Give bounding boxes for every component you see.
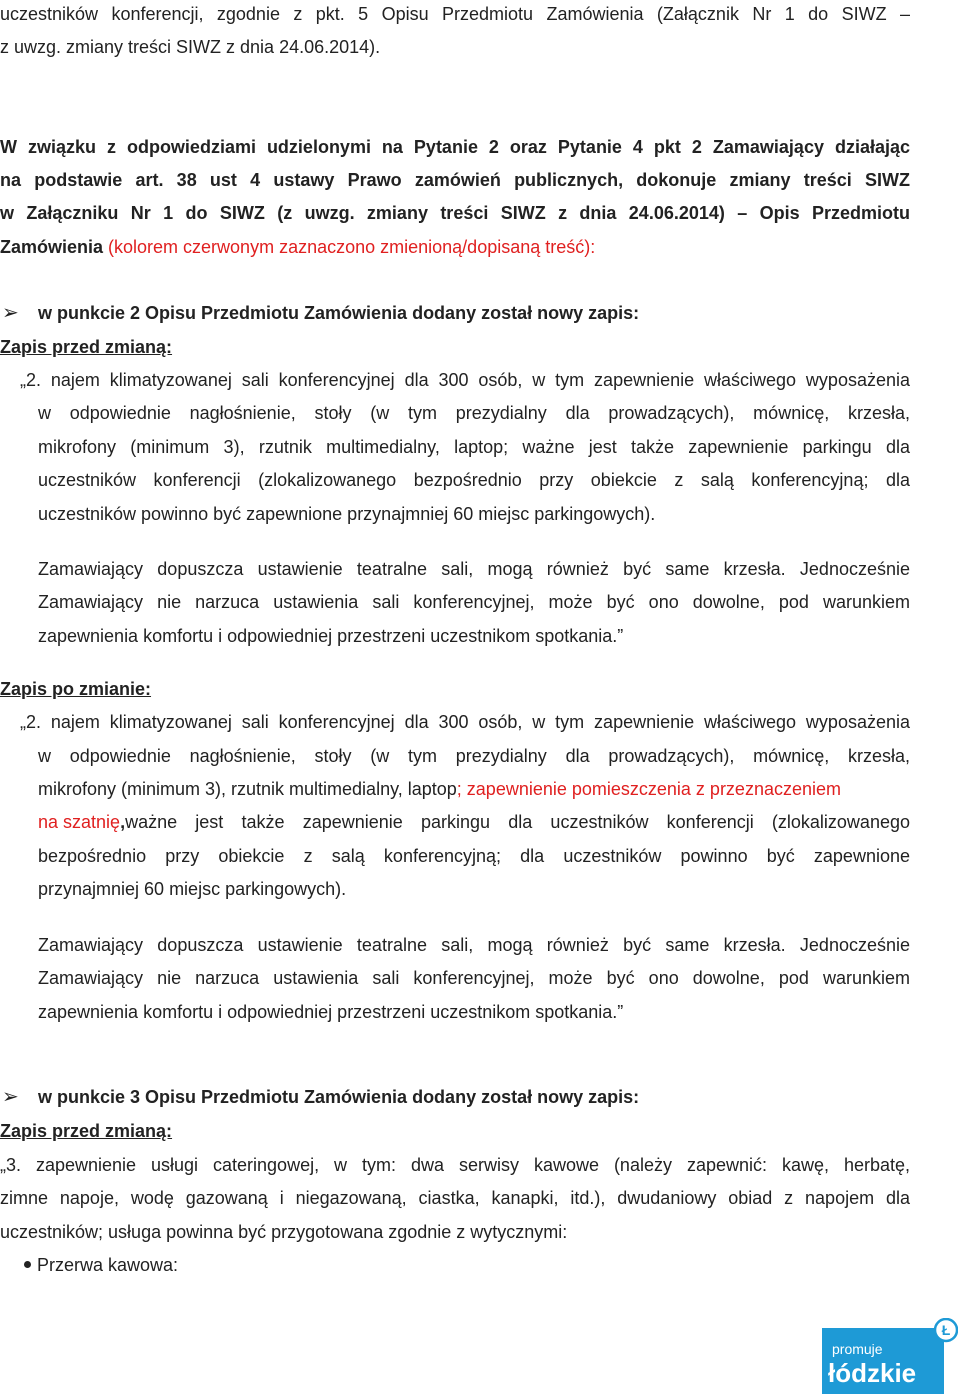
section2-before-label: Zapis przed zmianą: — [0, 1121, 173, 1141]
s1-after-line-3-added: ; zapewnienie pomieszczenia z przeznaczeniem — [456, 779, 841, 799]
s1-after-line-2: w odpowiednie nagłośnienie, stoły (w tym prezydialny dla prowadzących), mównicę, krzesła, — [38, 746, 910, 766]
s1-before-line-7: Zamawiający nie narzuca ustawienia sali konferencyjnej, może być ono dowolne, pod warunkiem — [38, 592, 910, 612]
s1-after-line-1: „2. najem klimatyzowanej sali konferencyjnej dla 300 osób, w tym zapewnienie właściwego wyposażenia — [20, 712, 910, 732]
s1-after-line-4-text: ważne jest także zapewnienie parkingu dla uczestników konferencji (zlokalizowanego — [125, 812, 910, 832]
intro-line-2: z uwzg. zmiany treści SIWZ z dnia 24.06.2014). — [0, 37, 381, 57]
s1-after-line-8: Zamawiający nie narzuca ustawienia sali konferencyjnej, może być ono dowolne, pod warunkiem — [38, 968, 910, 988]
para-line-4-note: (kolorem czerwonym zaznaczono zmienioną/dopisaną treść): — [103, 237, 596, 257]
s1-after-line-5: bezpośrednio przy obiekcie z salą konferencyjną; dla uczestników powinno być zapewnione — [38, 846, 910, 866]
s1-after-line-3-text: mikrofony (minimum 3), rzutnik multimedialny, laptop — [38, 779, 457, 799]
s1-before-line-8: zapewnienia komfortu i odpowiedniej przestrzeni uczestnikom spotkania.” — [38, 626, 624, 646]
logo-line-1: promuje — [832, 1341, 883, 1357]
para-line-4 — [0, 236, 595, 258]
s2-line-2: zimne napoje, wodę gazowaną i niegazowaną, ciastka, kanapki, itd.), dwudaniowy obiad z napojem dla — [0, 1188, 910, 1208]
section2-heading: w punkcie 3 Opisu Przedmiotu Zamówienia dodany został nowy zapis: — [38, 1087, 640, 1107]
s1-after-line-3 — [38, 778, 841, 800]
s1-after-line-4 — [38, 811, 910, 833]
s1-before-line-3: mikrofony (minimum 3), rzutnik multimedialny, laptop; ważne jest także zapewnienie parkingu dla — [38, 437, 910, 457]
s2-bullet-item — [24, 1254, 178, 1276]
promuje-lodzkie-logo — [822, 1318, 958, 1394]
arrow-bullet-icon: ➢ — [2, 302, 19, 324]
s1-before-line-6: Zamawiający dopuszcza ustawienie teatralne sali, mogą również być same krzesła. Jednocześnie — [38, 559, 910, 579]
para-line-1: W związku z odpowiedziami udzielonymi na Pytanie 2 oraz Pytanie 4 pkt 2 Zamawiający działając — [0, 137, 910, 157]
para-line-4-bold: Zamówienia — [0, 237, 104, 257]
section1-heading: w punkcie 2 Opisu Przedmiotu Zamówienia dodany został nowy zapis: — [38, 303, 640, 323]
s2-line-3: uczestników; usługa powinna być przygotowana zgodnie z wytycznymi: — [0, 1222, 568, 1242]
bullet-dot-icon — [24, 1261, 31, 1268]
logo-badge-text: Ł — [941, 1322, 951, 1338]
s2-bullet-text: Przerwa kawowa: — [37, 1255, 179, 1275]
logo-graphic — [822, 1318, 958, 1394]
s2-line-1: „3. zapewnienie usługi cateringowej, w tym: dwa serwisy kawowe (należy zapewnić: kawę, herbatę, — [0, 1155, 910, 1175]
s1-before-line-4: uczestników konferencji (zlokalizowanego bezpośrednio przy obiekcie z salą konferencyjną; dla — [38, 470, 910, 490]
section1-before-label: Zapis przed zmianą: — [0, 337, 173, 357]
s1-after-line-4-comma: , — [120, 812, 126, 832]
arrow-bullet-icon: ➢ — [2, 1086, 19, 1108]
s1-before-line-1: „2. najem klimatyzowanej sali konferencyjnej dla 300 osób, w tym zapewnienie właściwego wyposażenia — [20, 370, 910, 390]
s1-after-line-9: zapewnienia komfortu i odpowiedniej przestrzeni uczestnikom spotkania.” — [38, 1002, 624, 1022]
s1-after-line-6: przynajmniej 60 miejsc parkingowych). — [38, 879, 347, 899]
s1-before-line-2: w odpowiednie nagłośnienie, stoły (w tym prezydialny dla prowadzących), mównicę, krzesła, — [38, 403, 910, 423]
intro-line-1: uczestników konferencji, zgodnie z pkt. 5 Opisu Przedmiotu Zamówienia (Załącznik Nr 1 do SIWZ – — [0, 4, 910, 24]
logo-line-2: łódzkie — [828, 1358, 917, 1388]
s1-before-line-5: uczestników powinno być zapewnione przynajmniej 60 miejsc parkingowych). — [38, 504, 656, 524]
section1-after-label: Zapis po zmianie: — [0, 679, 152, 699]
para-line-2: na podstawie art. 38 ust 4 ustawy Prawo zamówień publicznych, dokonuje zmiany treści SIWZ — [0, 170, 910, 190]
s1-after-line-4-added: na szatnię — [38, 812, 121, 832]
s1-after-line-7: Zamawiający dopuszcza ustawienie teatralne sali, mogą również być same krzesła. Jednocześnie — [38, 935, 910, 955]
para-line-3: w Załączniku Nr 1 do SIWZ (z uwzg. zmiany treści SIWZ z dnia 24.06.2014) – Opis Przedmiotu — [0, 203, 910, 223]
